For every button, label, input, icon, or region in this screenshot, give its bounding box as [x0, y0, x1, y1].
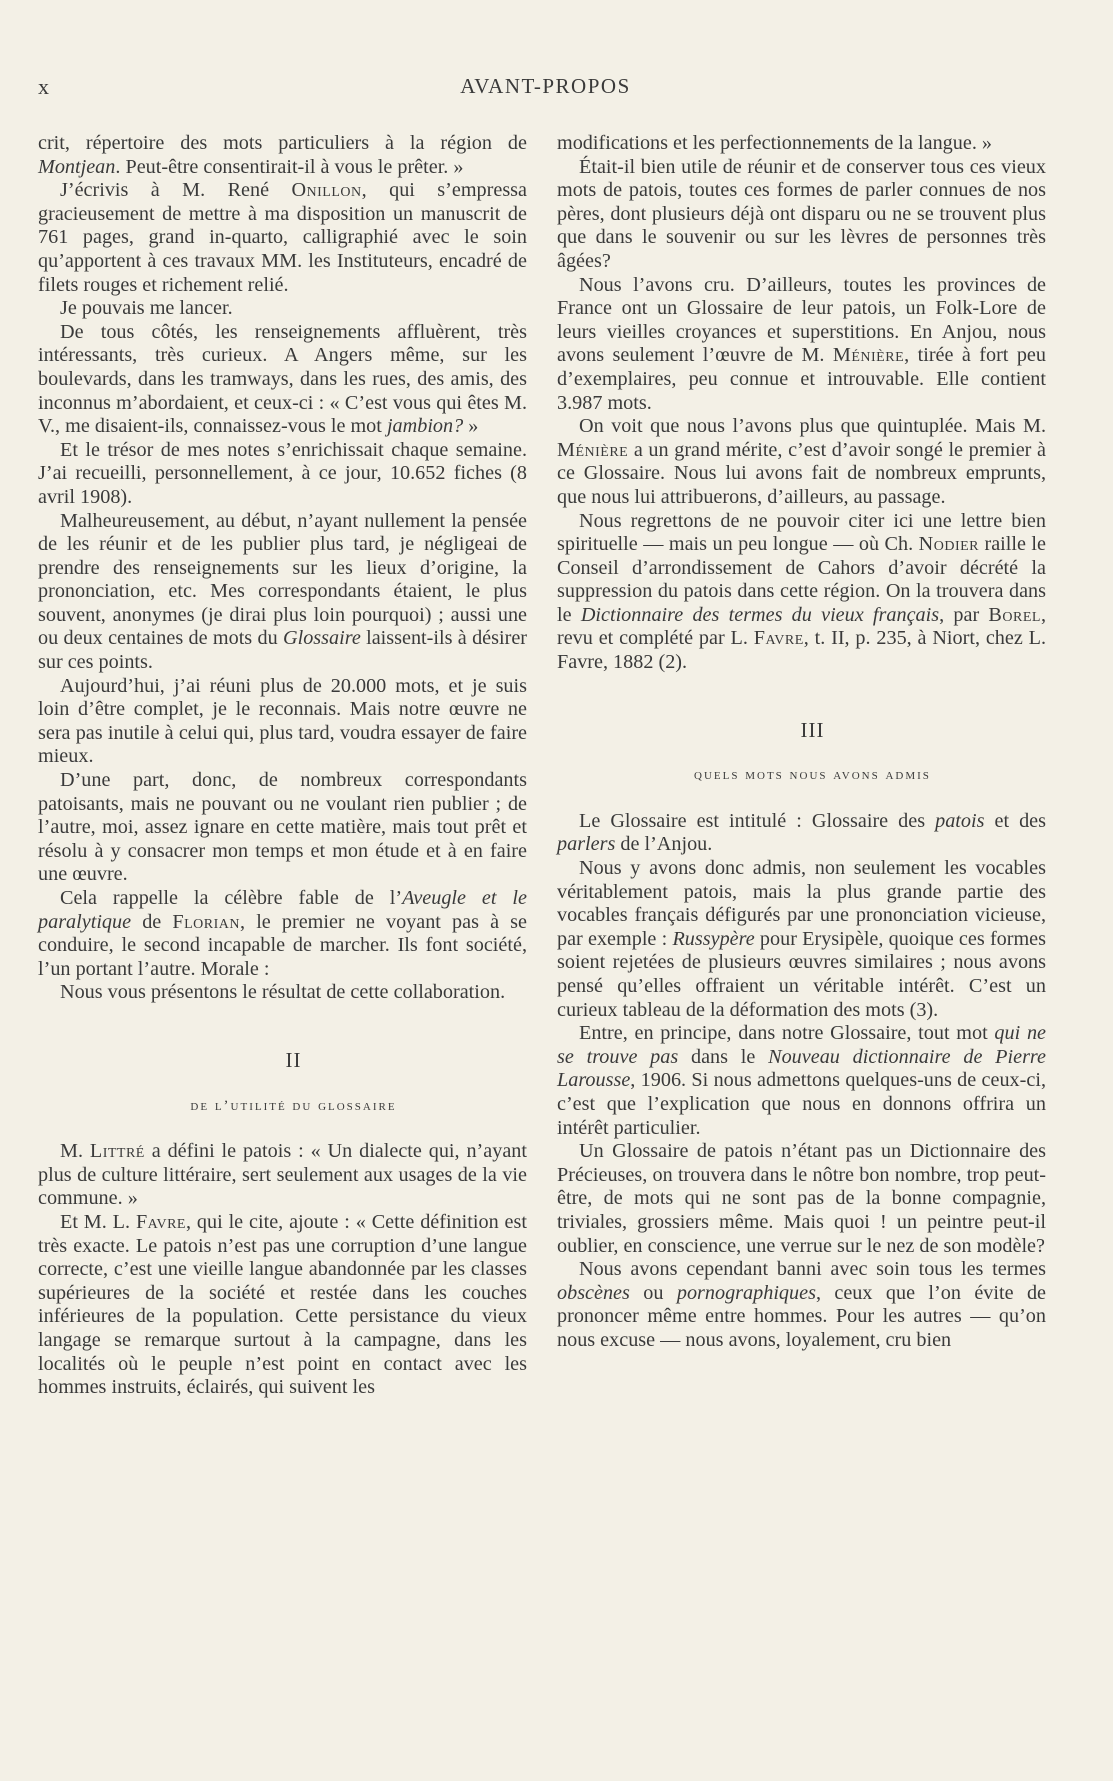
paragraph: Et le trésor de mes notes s’enrichissait chaque semaine. J’ai recueilli, personnellement, à ce jour, 10.652 fiches (8 avril 1908).: [38, 438, 527, 508]
paragraph: Je pouvais me lancer.: [60, 297, 233, 320]
paragraph: Nous l’avons cru. D’ailleurs, toutes les provinces de France ont un Glossaire de leur patois, un Folk-Lore de leurs vieilles croyances et superstitions. En Anjou, nous avons seulement l’œuvre de M. Ménière, tirée à fort peu d’exemplaires, peu connue et introuvable. Elle contient 3.987 mots.: [557, 273, 1046, 414]
section-number: III: [800, 717, 825, 742]
paragraph: crit, répertoire des mots particuliers à la région de Montjean. Peut-être consentirait-il à vous le prêter. »: [38, 132, 527, 178]
section-title: quels mots nous avons admis: [694, 767, 931, 784]
paragraph: modifications et les perfectionnements de la langue. »: [557, 132, 993, 154]
left-column: [38, 132, 527, 1400]
page-header: [38, 74, 1053, 104]
paragraph: Le Glossaire est intitulé : Glossaire des patois et des parlers de l’Anjou.: [557, 809, 1046, 856]
paragraph: Un Glossaire de patois n’étant pas un Dictionnaire des Précieuses, on trouvera dans le nôtre bon nombre, trop peut-être, de mots qui ne sont pas de la bonne compagnie, triviales, grossiers même. Mais quoi ! un peintre peut-il oublier, en conscience, une verrue sur le nez de son modèle?: [557, 1140, 1046, 1257]
paragraph: Était-il bien utile de réunir et de conserver tous ces vieux mots de patois, toutes ces formes de parler connues de nos pères, dont plusieurs déjà ont disparu ou ne se trouvent plus que dans le souvenir ou sur les lèvres de personnes très âgées?: [557, 155, 1046, 272]
paragraph: Cela rappelle la célèbre fable de l’Aveugle et le paralytique de Florian, le premier ne voyant pas à se conduire, le second incapable de marcher. Ils font société, l’un portant l’autre. Morale :: [38, 887, 527, 980]
paragraph: Nous vous présentons le résultat de cette collaboration.: [60, 981, 506, 1004]
paragraph: Aujourd’hui, j’ai réuni plus de 20.000 mots, et je suis loin d’être complet, je le reconnais. Mais notre œuvre ne sera pas inutile à celui qui, plus tard, voudra essayer de faire mieux.: [38, 674, 527, 768]
paragraph: M. Littré a défini le patois : « Un dialecte qui, n’ayant plus de culture littéraire, sert seulement aux usages de la vie commune. »: [38, 1140, 527, 1210]
paragraph: On voit que nous l’avons plus que quintuplée. Mais M. Ménière a un grand mérite, c’est d’avoir songé le premier à ce Glossaire. Nous lui avons fait de nombreux emprunts, que nous lui attribuerons, d’ailleurs, au passage.: [557, 415, 1046, 508]
paragraph: Et M. L. Favre, qui le cite, ajoute : « Cette définition est très exacte. Le patois n’est pas une corruption d’une langue correcte, c’est une vieille langue abandonnée par les classes supérieures de la société et restée dans les couches inférieures de la population. Cette persistance du vieux langage se remarque surtout à la campagne, dans les localités où le peuple n’est point en contact avec les hommes instruits, éclairés, qui suivent les: [38, 1210, 527, 1399]
right-column: [557, 132, 1046, 1353]
paragraph: J’écrivis à M. René Onillon, qui s’empressa gracieusement de mettre à ma disposition un manuscrit de 761 pages, grand in-quarto, calligraphié avec le soin qu’apportent à ces travaux MM. les Instituteurs, encadré de filets rouges et richement relié.: [38, 179, 527, 296]
paragraph: Nous y avons donc admis, non seulement les vocables véritablement patois, mais la plus grande partie des vocables français défigurés par une prononciation vicieuse, par exemple : Russypère pour Erysipèle, quoique ces formes soient rejetées de plusieurs œuvres similaires ; nous avons pensé qu’elles offraient un véritable intérêt. C’est un curieux tableau de la déformation des mots (3).: [557, 857, 1046, 1021]
paragraph: Nous avons cependant banni avec soin tous les termes obscènes ou pornographiques, ceux que l’on évite de prononcer même entre hommes. Pour les autres — qu’on nous excuse — nous avons, loyalement, cru bien: [557, 1258, 1047, 1351]
paragraph: Malheureusement, au début, n’ayant nullement la pensée de les réunir et de les publier plus tard, je négligeai de prendre des renseignements sur les lieux d’origine, la prononciation, etc. Mes correspondants étaient, le plus souvent, anonymes (je dirai plus loin pourquoi) ; aussi une ou deux centaines de mots du Glossaire laissent-ils à désirer sur ces points.: [38, 509, 527, 674]
section-title: de l’utilité du glossaire: [190, 1097, 397, 1114]
page-number: x: [38, 74, 50, 99]
paragraph: Entre, en principe, dans notre Glossaire, tout mot qui ne se trouve pas dans le Nouveau dictionnaire de Pierre Larousse, 1906. Si nous admettons quelques-uns de ceux-ci, c’est que l’explication que nous en donnons offrira un intérêt particulier.: [557, 1022, 1047, 1139]
running-title: AVANT-PROPOS: [460, 74, 631, 98]
section-number: II: [285, 1047, 302, 1072]
paragraph: D’une part, donc, de nombreux correspondants patoisants, mais ne pouvant ou ne voulant rien publier ; de l’autre, moi, assez ignare en cette matière, mais tout prêt et résolu à y consacrer mon temps et mon étude et à en faire une œuvre.: [38, 769, 527, 886]
paragraph: Nous regrettons de ne pouvoir citer ici une lettre bien spirituelle — mais un peu longue — où Ch. Nodier raille le Conseil d’arrondissement de Cahors d’avoir décrété la suppression du patois dans cette région. On la trouvera dans le Dictionnaire des termes du vieux français, par Borel, revu et complété par L. Favre, t. II, p. 235, à Niort, chez L. Favre, 1882 (2).: [557, 509, 1046, 674]
paragraph: De tous côtés, les renseignements affluèrent, très intéressants, très curieux. A Angers même, sur les boulevards, dans les tramways, dans les rues, des amis, des inconnus m’abordaient, et ceux-ci : « C’est vous qui êtes M. V., me disaient-ils, connaissez-vous le mot jambion? »: [38, 320, 527, 438]
